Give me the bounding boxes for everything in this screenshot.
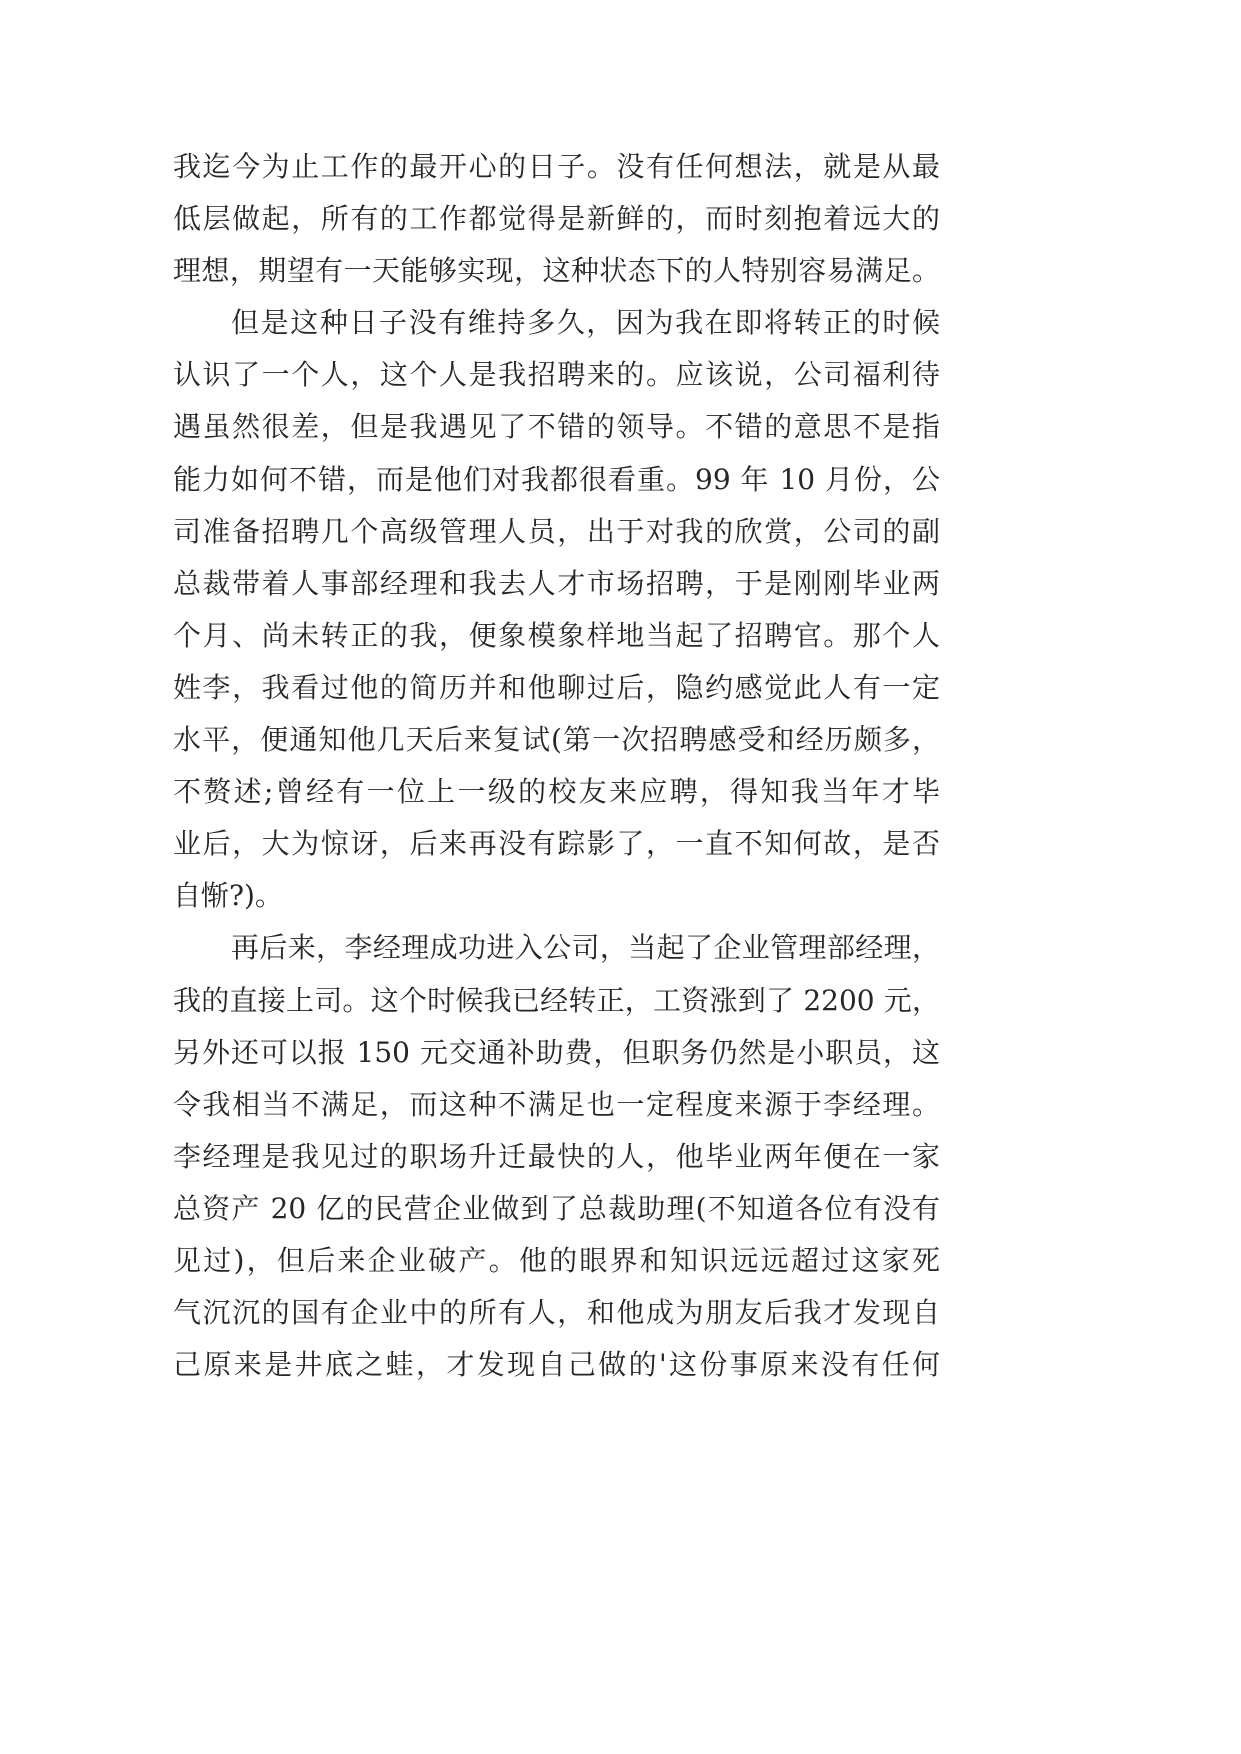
paragraph xyxy=(173,922,940,1391)
text-line: 认识了一个人，这个人是我招聘来的。应该说，公司福利待 xyxy=(173,358,940,392)
text-line: 水平，便通知他几天后来复试(第一次招聘感受和经历颇多， xyxy=(173,723,940,757)
text-line: 总裁带着人事部经理和我去人才市场招聘，于是刚刚毕业两 xyxy=(173,566,940,600)
text-line: 司准备招聘几个高级管理人员，出于对我的欣赏，公司的副 xyxy=(173,514,940,548)
text-line: 自惭?)。 xyxy=(173,879,283,913)
text-line: 李经理是我见过的职场升迁最快的人，他毕业两年便在一家 xyxy=(173,1139,940,1173)
text-line: 我的直接上司。这个时候我已经转正，工资涨到了 2200 元， xyxy=(173,983,940,1017)
text-line: 另外还可以报 150 元交通补助费，但职务仍然是小职员，这 xyxy=(173,1035,940,1069)
paragraph xyxy=(173,297,940,922)
text-line: 低层做起，所有的工作都觉得是新鲜的，而时刻抱着远大的 xyxy=(173,202,940,236)
text-line: 己原来是井底之蛙，才发现自己做的'这份事原来没有任何 xyxy=(173,1348,940,1382)
text-line: 遇虽然很差，但是我遇见了不错的领导。不错的意思不是指 xyxy=(173,410,940,444)
text-line: 但是这种日子没有维持多久，因为我在即将转正的时候 xyxy=(231,306,940,340)
text-line: 个月、尚未转正的我，便象模象样地当起了招聘官。那个人 xyxy=(173,618,940,652)
text-line: 令我相当不满足，而这种不满足也一定程度来源于李经理。 xyxy=(173,1087,940,1121)
text-line: 再后来，李经理成功进入公司，当起了企业管理部经理， xyxy=(231,931,940,965)
text-line: 见过)，但后来企业破产。他的眼界和知识远远超过这家死 xyxy=(173,1243,940,1277)
text-line: 能力如何不错，而是他们对我都很看重。99 年 10 月份，公 xyxy=(173,462,940,496)
text-line: 我迄今为止工作的最开心的日子。没有任何想法，就是从最 xyxy=(173,150,940,183)
text-line: 业后，大为惊讶，后来再没有踪影了，一直不知何故，是否 xyxy=(173,827,940,861)
text-line: 理想，期望有一天能够实现，这种状态下的人特别容易满足。 xyxy=(173,254,940,288)
text-line: 不赘述;曾经有一位上一级的校友来应聘，得知我当年才毕 xyxy=(173,775,940,809)
body-text xyxy=(173,141,940,1391)
paragraph-continued xyxy=(173,141,940,297)
text-line: 总资产 20 亿的民营企业做到了总裁助理(不知道各位有没有 xyxy=(173,1191,940,1225)
text-line: 姓李，我看过他的简历并和他聊过后，隐约感觉此人有一定 xyxy=(173,670,940,704)
text-line: 气沉沉的国有企业中的所有人，和他成为朋友后我才发现自 xyxy=(173,1296,940,1330)
